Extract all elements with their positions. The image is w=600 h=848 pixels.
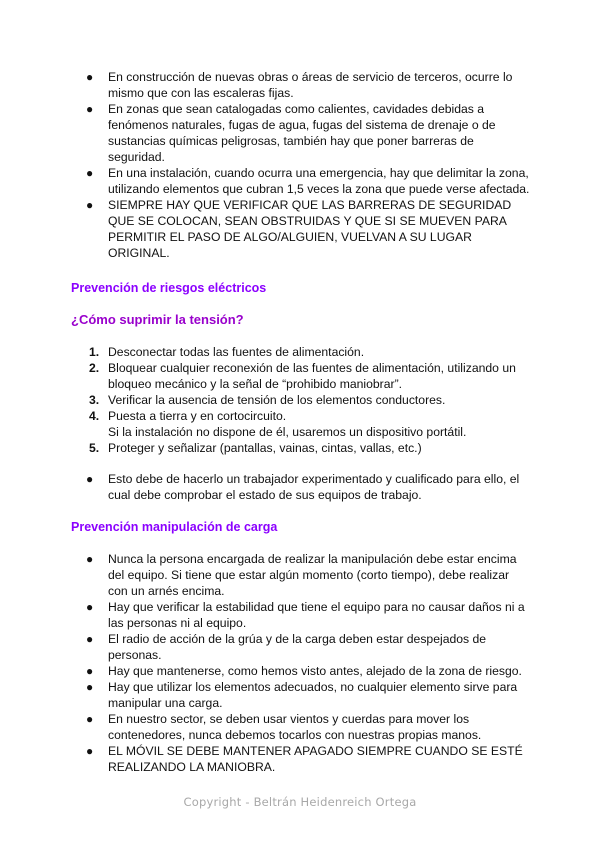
bullet-icon: ● [86, 712, 94, 726]
list-item-text: Hay que verificar la estabilidad que tiene el equipo para no causar daños ni a las personas ni al equipo. [108, 600, 525, 630]
bullet-icon: ● [86, 664, 94, 678]
list-item-text: En construcción de nuevas obras o áreas de servicio de terceros, ocurre lo mismo que con las escaleras fijas. [108, 70, 513, 100]
step-text: Bloquear cualquier reconexión de las fuentes de alimentación, utilizando un bloqueo mecánico y la señal de “prohibido maniobrar”. [108, 361, 516, 391]
step-number: 2. [89, 361, 100, 375]
subheading-cut-tension: ¿Cómo suprimir la tensión? [71, 312, 244, 327]
bullet-icon: ● [86, 198, 94, 212]
list-item-text: EL MÓVIL SE DEBE MANTENER APAGADO SIEMPRE CUANDO SE ESTÉ REALIZANDO LA MANIOBRA. [108, 744, 523, 774]
list-item [71, 631, 531, 663]
step-item [71, 392, 531, 408]
list-item-text: Hay que utilizar los elementos adecuados, no cualquier elemento sirve para manipular una carga. [108, 680, 518, 710]
step-item [71, 344, 531, 360]
bullet-icon: ● [86, 472, 94, 486]
copyright-footer: Copyright - Beltrán Heidenreich Ortega [183, 795, 417, 809]
bullet-icon: ● [86, 166, 94, 180]
bullet-icon: ● [86, 102, 94, 116]
list-item [71, 679, 531, 711]
step-item [71, 408, 531, 440]
step-number: 3. [89, 393, 100, 407]
step-number: 5. [89, 441, 100, 455]
section-heading-electric-risks: Prevención de riesgos eléctricos [71, 281, 267, 295]
list-item-text: En nuestro sector, se deben usar vientos y cuerdas para mover los contenedores, nunca debemos tocarlos con nuestras propias manos. [108, 712, 482, 742]
step-text: Puesta a tierra y en cortocircuito. [108, 409, 287, 423]
list-item [71, 551, 531, 599]
list-item [71, 197, 531, 261]
list-item-text: SIEMPRE HAY QUE VERIFICAR QUE LAS BARRERAS DE SEGURIDAD QUE SE COLOCAN, SEAN OBSTRUIDAS Y QUE SI SE MUEVEN PARA PERMITIR EL PASO DE ALGO/ALGUIEN, VUELVAN A SU LUGAR ORIGINAL. [108, 198, 512, 260]
list-item-text: En una instalación, cuando ocurra una emergencia, hay que delimitar la zona, utilizando elementos que cubran 1,5 veces la zona que puede verse afectada. [108, 166, 530, 196]
bullet-icon: ● [86, 632, 94, 646]
intro-bullet-list [71, 69, 531, 261]
tension-steps-list [71, 344, 531, 456]
list-item-text: Nunca la persona encargada de realizar la manipulación debe estar encima del equipo. Si tiene que estar algún momento (corto tiempo), debe realizar con un arnés encima. [108, 552, 517, 598]
section-heading-load-handling: Prevención manipulación de carga [71, 520, 278, 534]
list-item [71, 711, 531, 743]
list-item-text: El radio de acción de la grúa y de la carga deben estar despejados de personas. [108, 632, 487, 662]
step-text: Proteger y señalizar (pantallas, vainas, cintas, vallas, etc.) [108, 441, 422, 455]
list-item [71, 69, 531, 101]
bullet-icon: ● [86, 744, 94, 758]
step-item [71, 440, 531, 456]
step-text: Verificar la ausencia de tensión de los elementos conductores. [108, 393, 446, 407]
list-item [71, 663, 531, 679]
bullet-icon: ● [86, 552, 94, 566]
step-number: 1. [89, 345, 100, 359]
bullet-icon: ● [86, 600, 94, 614]
step-extra-text: Si la instalación no dispone de él, usaremos un dispositivo portátil. [108, 425, 467, 439]
list-item-text: En zonas que sean catalogadas como calientes, cavidades debidas a fenómenos naturales, fugas de agua, fugas del sistema de drenaje o de sustancias químicas peligrosas, también hay que poner barreras de seguridad. [108, 102, 496, 164]
list-item-text: Esto debe de hacerlo un trabajador experimentado y cualificado para ello, el cual debe comprobar el estado de sus equipos de trabajo. [108, 472, 520, 502]
list-item-text: Hay que mantenerse, como hemos visto antes, alejado de la zona de riesgo. [108, 664, 522, 678]
list-item [71, 165, 531, 197]
step-number: 4. [89, 409, 100, 423]
list-item [71, 471, 531, 503]
list-item [71, 101, 531, 165]
step-text: Desconectar todas las fuentes de alimentación. [108, 345, 365, 359]
bullet-icon: ● [86, 680, 94, 694]
note-bullet-list [71, 471, 531, 503]
step-item [71, 360, 531, 392]
bullet-icon: ● [86, 70, 94, 84]
list-item [71, 599, 531, 631]
load-bullet-list [71, 551, 531, 775]
list-item [71, 743, 531, 775]
